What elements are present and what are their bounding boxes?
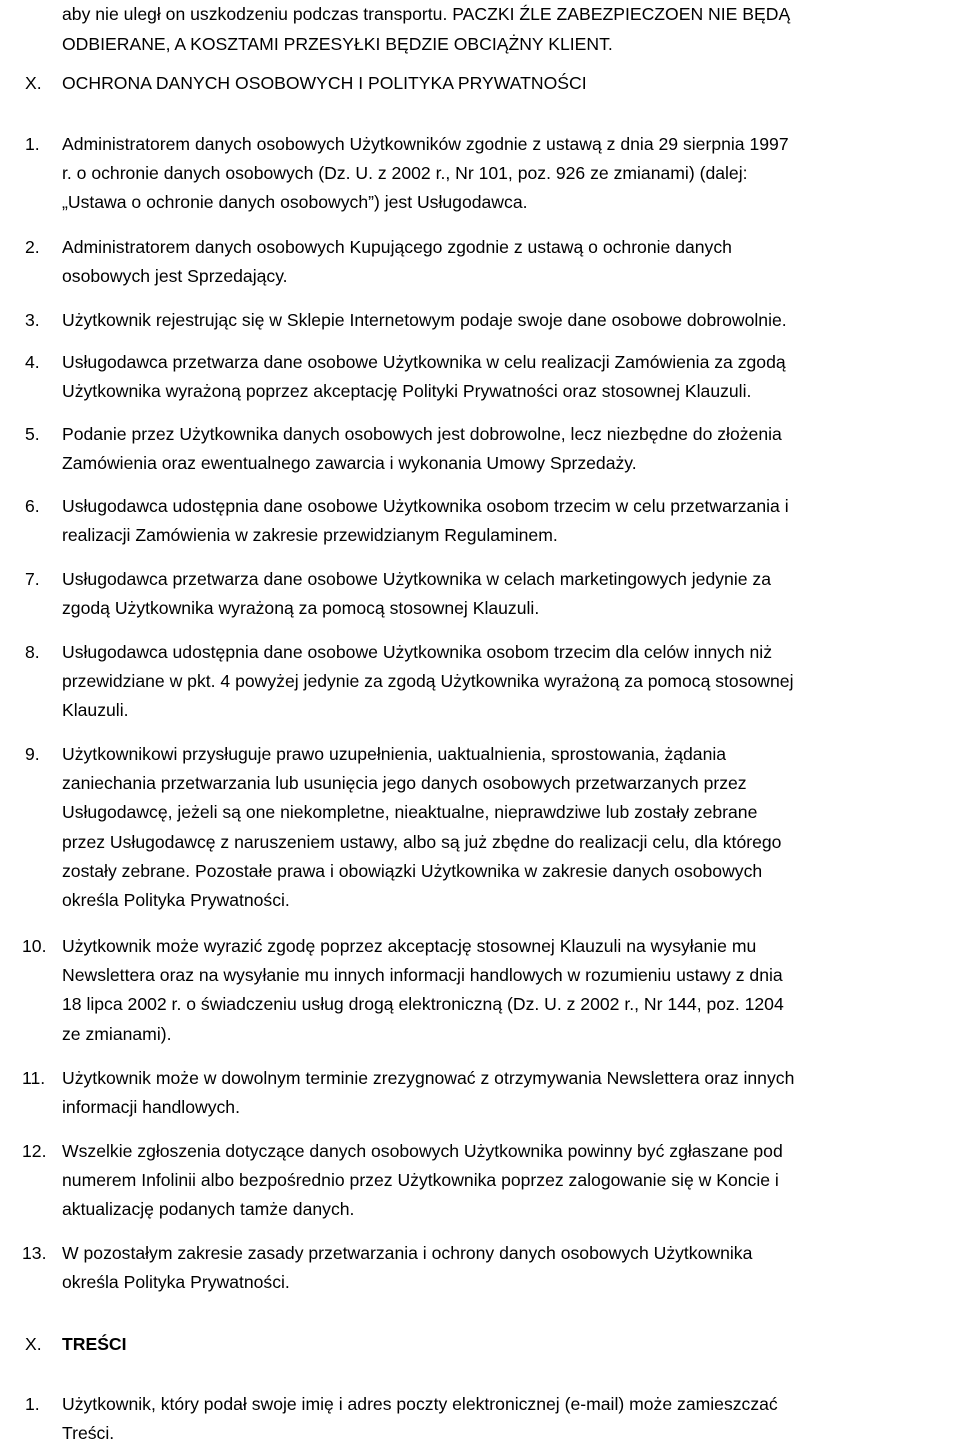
item-text-line: zgodą Użytkownika wyrażoną za pomocą stosownej Klauzuli. [62, 598, 540, 619]
item-number: 10. [22, 936, 47, 956]
item-text [62, 932, 960, 1049]
item-text [62, 1064, 960, 1122]
item-text-line: 18 lipca 2002 r. o świadczeniu usług drogą elektroniczną (Dz. U. z 2002 r., Nr 144, poz. 1204 [62, 994, 784, 1015]
item-text-line: Podanie przez Użytkownika danych osobowych jest dobrowolne, lecz niezbędne do złożenia [62, 424, 782, 444]
item-text-line: Użytkownika wyrażoną poprzez akceptację Polityki Prywatności oraz stosownej Klauzuli. [62, 381, 752, 402]
item-text-line: Użytkownik może wyrazić zgodę poprzez akceptację stosownej Klauzuli na wysyłanie mu [62, 936, 757, 956]
item-text-line: Administratorem danych osobowych Użytkowników zgodnie z ustawą z dnia 29 sierpnia 1997 [62, 134, 789, 154]
item-text-line: Użytkownik rejestrując się w Sklepie Internetowym podaje swoje dane osobowe dobrowolnie. [62, 310, 787, 330]
item-text [62, 740, 960, 915]
item-number: 12. [22, 1141, 47, 1161]
section-title: TREŚCI [62, 1334, 127, 1354]
item-text-line: Usługodawca udostępnia dane osobowe Użytkownika osobom trzecim w celu przetwarzania i [62, 496, 789, 516]
item-text [62, 492, 960, 550]
item-text-line: ze zmianami). [62, 1023, 172, 1044]
item-text [62, 1239, 960, 1297]
item-text [62, 306, 960, 335]
item-text-line: przez Usługodawcę z naruszeniem ustawy, albo są już zbędne do realizacji celu, dla którego [62, 831, 782, 852]
item-text-line: Usługodawca udostępnia dane osobowe Użytkownika osobom trzecim dla celów innych niż [62, 642, 772, 662]
item-text-line: zostały zebrane. Pozostałe prawa i obowiązki Użytkownika w zakresie danych osobowych [62, 860, 763, 881]
item-text-line: określa Polityka Prywatności. [62, 1272, 290, 1293]
item-text-line: numerem Infolinii albo bezpośrednio przez Użytkownika poprzez zalogowanie się w Koncie i [62, 1170, 779, 1191]
item-text-line: zaniechania przetwarzania lub usunięcia jego danych osobowych przetwarzanych przez [62, 773, 747, 794]
item-text-line: „Ustawa o ochronie danych osobowych”) jest Usługodawca. [62, 192, 528, 213]
item-text-line: Administratorem danych osobowych Kupującego zgodnie z ustawą o ochronie danych [62, 237, 732, 257]
item-text-line: r. o ochronie danych osobowych (Dz. U. z 2002 r., Nr 101, poz. 926 ze zmianami) (dalej: [62, 163, 748, 184]
section-number: X. [25, 73, 42, 93]
item-text-line: Treści. [62, 1423, 115, 1444]
item-text-line: Użytkownik, który podał swoje imię i adres poczty elektronicznej (e-mail) może zamieszczać [62, 1394, 778, 1414]
item-text-line: osobowych jest Sprzedający. [62, 266, 288, 287]
item-text-line: W pozostałym zakresie zasady przetwarzania i ochrony danych osobowych Użytkownika [62, 1243, 753, 1263]
item-text [62, 130, 960, 218]
item-text-line: aktualizację podanych tamże danych. [62, 1199, 355, 1220]
item-text-line: przewidziane w pkt. 4 powyżej jedynie za zgodą Użytkownika wyrażoną za pomocą stosownej [62, 671, 794, 692]
item-text-line: Użytkownik może w dowolnym terminie zrezygnować z otrzymywania Newslettera oraz innych [62, 1068, 795, 1088]
item-number: 13. [22, 1243, 47, 1263]
item-number: 11. [22, 1068, 46, 1088]
item-number: 3. [25, 310, 40, 330]
item-text-line: Usługodawca przetwarza dane osobowe Użytkownika w celu realizacji Zamówienia za zgodą [62, 352, 786, 372]
item-text-line: Usługodawca przetwarza dane osobowe Użytkownika w celach marketingowych jedynie za [62, 569, 771, 589]
item-text [62, 348, 960, 406]
item-number: 4. [25, 352, 40, 372]
item-text-line: Usługodawcę, jeżeli są one niekompletne, nieaktualne, nieprawdziwe lub zostały zebrane [62, 802, 758, 823]
section-heading-privacy [25, 69, 587, 98]
item-text-line: realizacji Zamówienia w zakresie przewidzianym Regulaminem. [62, 525, 558, 546]
item-text-line: Newslettera oraz na wysyłanie mu innych informacji handlowych w rozumieniu ustawy z dnia [62, 965, 783, 986]
section-number: X. [25, 1334, 42, 1354]
item-text-line: Wszelkie zgłoszenia dotyczące danych osobowych Użytkownika powinny być zgłaszane pod [62, 1141, 783, 1161]
item-number: 5. [25, 424, 40, 444]
item-number: 7. [25, 569, 40, 589]
item-text [62, 565, 960, 623]
item-number: 9. [25, 744, 40, 764]
intro-line: aby nie uległ on uszkodzeniu podczas transportu. PACZKI ŹLE ZABEZPIECZOEN NIE BĘDĄ [62, 4, 791, 24]
item-text-line: Klauzuli. [62, 700, 129, 721]
item-text [62, 1390, 960, 1448]
section-heading-content [25, 1330, 127, 1359]
item-text-line: określa Polityka Prywatności. [62, 890, 290, 911]
item-text-line: Zamówienia oraz ewentualnego zawarcia i wykonania Umowy Sprzedaży. [62, 453, 637, 474]
item-number: 1. [25, 134, 40, 154]
item-text-line: Użytkownikowi przysługuje prawo uzupełnienia, uaktualnienia, sprostowania, żądania [62, 744, 727, 764]
item-text [62, 233, 960, 291]
item-number: 1. [25, 1394, 40, 1414]
item-number: 2. [25, 237, 40, 257]
item-text-line: informacji handlowych. [62, 1097, 240, 1118]
item-number: 8. [25, 642, 40, 662]
item-text [62, 1137, 960, 1225]
item-number: 6. [25, 496, 40, 516]
intro-line: ODBIERANE, A KOSZTAMI PRZESYŁKI BĘDZIE OBCIĄŻNY KLIENT. [62, 34, 613, 54]
section-title: OCHRONA DANYCH OSOBOWYCH I POLITYKA PRYWATNOŚCI [62, 73, 587, 93]
item-text [62, 420, 960, 478]
item-text [62, 638, 960, 726]
